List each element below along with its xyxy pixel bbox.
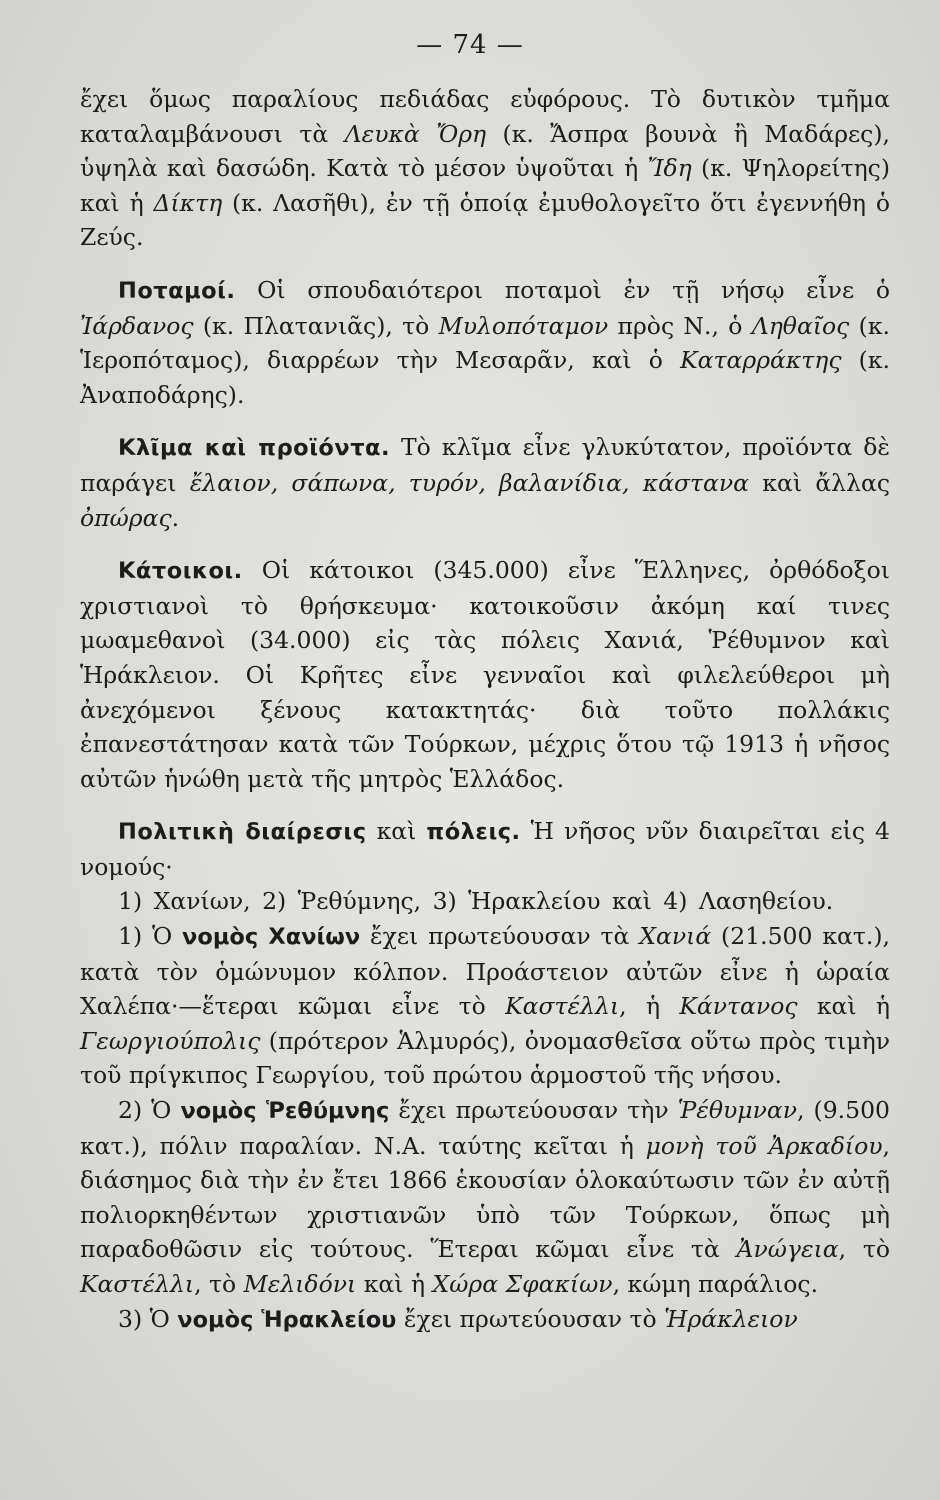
- section-heading: Κάτοικοι.: [118, 558, 243, 585]
- place-name: Ἴδη: [647, 154, 692, 183]
- paragraph-divisions: [80, 814, 890, 884]
- text-run: (κ. Ἱεροπόταμος), διαρρέων τὴν Μεσαρᾶν, καὶ ὁ: [80, 311, 890, 375]
- text-run: , (9.500 κατ.), πόλιν παραλίαν. Ν.Α. ταύτης κεῖται ἡ: [80, 1096, 890, 1160]
- place-name: Κάντανος: [679, 992, 798, 1021]
- place-name: Καταρράκτης: [680, 346, 842, 375]
- place-name: Ἡράκλειον: [664, 1304, 798, 1333]
- text-run: καὶ: [366, 817, 427, 846]
- section-heading: πόλεις.: [426, 819, 521, 846]
- place-name: μονὴ τοῦ Ἀρκαδίου: [645, 1131, 883, 1160]
- text-run: (πρότερον Ἁλμυρός), ὀνομασθεῖσα οὕτω πρὸς τιμὴν τοῦ πρίγκιπος Γεωργίου, τοῦ πρώτου ἁρμοστοῦ τῆς νήσου.: [80, 1026, 890, 1090]
- products-list: ὀπώρας: [80, 503, 172, 532]
- body-text: [80, 82, 890, 1337]
- place-name: Ἰάρδανος: [80, 311, 194, 340]
- paragraph-rethymno: [80, 1093, 890, 1302]
- place-name: Λευκὰ Ὄρη: [344, 119, 487, 148]
- text-run: , τὸ: [194, 1270, 244, 1298]
- place-name: Ῥέθυμναν: [677, 1096, 798, 1125]
- paragraph-heraklion: [80, 1302, 890, 1338]
- place-name: Μελιδόνι: [243, 1270, 357, 1298]
- products-list: ἔλαιον, σάπωνα, τυρόν, βαλανίδια, κάστανα: [189, 468, 750, 497]
- text-run: 2) Ὁ: [118, 1096, 181, 1125]
- place-name: Χώρα Σφακίων: [432, 1270, 613, 1298]
- text-run: (κ. Πλατανιᾶς), τὸ: [193, 311, 439, 340]
- section-heading: Πολιτικὴ διαίρεσις: [118, 819, 367, 846]
- text-run: ἔχει πρωτεύουσαν τὸ: [396, 1304, 665, 1333]
- place-name: Γεωργιούπολις: [80, 1026, 261, 1055]
- text-run: ἔχει πρωτεύουσαν τὰ: [360, 922, 640, 951]
- text-run: , τὸ: [838, 1235, 891, 1264]
- section-heading: Κλῖμα καὶ προϊόντα.: [118, 435, 391, 462]
- text-run: (κ. Λασῆθι), ἐν τῇ ὁποίᾳ ἐμυθολογεῖτο ὅτι ἐγεννήθη ὁ Ζεύς.: [80, 188, 890, 252]
- text-run: 1) Ὁ: [118, 922, 183, 951]
- place-name: Μυλοπόταμον: [438, 311, 609, 340]
- text-run: καὶ ἄλλας: [749, 468, 891, 497]
- place-name: Ληθαῖος: [751, 311, 850, 340]
- text-run: Οἱ σπουδαιότεροι ποταμοὶ ἐν τῇ νήσῳ εἶνε ὁ: [235, 275, 890, 304]
- text-run: , διάσημος διὰ τὴν ἐν ἔτει 1866 ἑκουσίαν ὁλοκαύτωσιν τῶν ἐν αὐτῇ πολιορκηθέντων χριστιανῶν ὑπὸ τῶν Τούρκων, ὅπως μὴ παραδοθῶσιν εἰς τούτους. Ἕτεραι κῶμαι εἶνε τὰ: [80, 1131, 890, 1264]
- prefecture-name: νομὸς Ἡρακλείου: [177, 1306, 397, 1333]
- text-run: (κ. Ψηλορείτης) καὶ ἡ: [80, 154, 891, 217]
- page-number: — 74 —: [416, 30, 524, 60]
- paragraph-inhabitants: [80, 553, 890, 796]
- text-run: πρὸς Ν., ὁ: [608, 311, 752, 340]
- text-run: , ἡ: [619, 992, 680, 1021]
- text-run: 3) Ὁ: [118, 1304, 178, 1333]
- text-run: (21.500 κατ.), κατὰ τὸν ὁμώνυμον κόλπον. Προάστειον αὐτῶν εἶνε ἡ ὡραία Χαλέπα·—ἕτεραι κῶμαι εἶνε τὸ: [80, 922, 890, 1021]
- place-name: Καστέλλι: [505, 992, 620, 1021]
- place-name: Δίκτη: [153, 188, 223, 217]
- section-heading: Ποταμοί.: [118, 277, 236, 304]
- place-name: Χανιά: [639, 922, 712, 951]
- prefecture-name: νομὸς Ῥεθύμνης: [180, 1098, 390, 1125]
- text-run: ἔχει ὅμως παραλίους πεδιάδας εὐφόρους. Τὸ δυτικὸν τμῆμα καταλαμβάνουσι τὰ: [80, 85, 890, 148]
- text-run: Οἱ κάτοικοι (345.000) εἶνε Ἕλληνες, ὀρθόδοξοι χριστιανοὶ τὸ θρήσκευμα· κατοικοῦσιν ἀκόμη καί τινες μωαμεθανοὶ (34.000) εἰς τὰς πόλεις Χανιά, Ῥέθυμνον καὶ Ἡράκλειον. Οἱ Κρῆτες εἶνε γενναῖοι καὶ φιλελεύθεροι μὴ ἀνεχόμενοι ξένους κατακτητάς· διὰ τοῦτο πολλάκις ἐπανεστάτησαν κατὰ τῶν Τούρκων, μέχρις ὅτου τῷ 1913 ἡ νῆσος αὐτῶν ἡνώθη μετὰ τῆς μητρὸς Ἑλλάδος.: [80, 556, 890, 793]
- paragraph-rivers: [80, 273, 890, 412]
- text-run: (κ. Ἄσπρα βουνὰ ἢ Μαδάρες), ὑψηλὰ καὶ δασώδη. Κατὰ τὸ μέσον ὑψοῦται ἡ: [80, 119, 890, 183]
- place-name: Ἀνώγεια: [736, 1235, 839, 1264]
- paragraph-chania: [80, 919, 890, 1093]
- text-run: Ἡ νῆσος νῦν διαιρεῖται εἰς 4 νομούς·: [80, 817, 890, 881]
- text-run: Τὸ κλῖμα εἶνε γλυκύτατον, προϊόντα δὲ παράγει: [80, 433, 890, 497]
- text-run: καὶ ἡ: [356, 1270, 433, 1298]
- place-name: Καστέλλι: [80, 1270, 195, 1298]
- text-run: .: [171, 503, 180, 532]
- text-run: , κώμη παράλιος.: [612, 1270, 819, 1298]
- paragraph-mountains: [80, 82, 890, 255]
- text-run: ἔχει πρωτεύουσαν τὴν: [389, 1096, 678, 1125]
- prefecture-name: νομὸς Χανίων: [182, 924, 361, 951]
- text-run: (κ. Ἀναποδάρης).: [80, 346, 890, 409]
- prefectures-list: 1) Χανίων, 2) Ῥεθύμνης, 3) Ἡρακλείου καὶ 4) Λασηθείου.: [118, 887, 834, 916]
- paragraph-climate: [80, 430, 890, 535]
- text-run: καὶ ἡ: [797, 992, 890, 1021]
